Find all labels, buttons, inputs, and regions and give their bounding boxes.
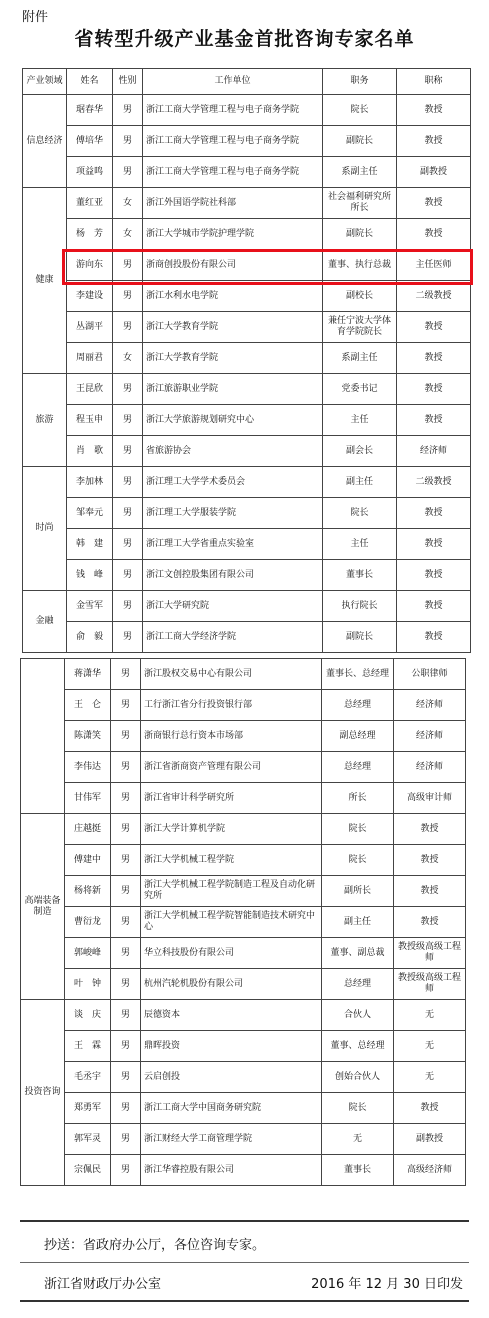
- table-row: [21, 690, 466, 721]
- unit-cell: 浙江大学机械工程学院智能制造技术研究中心: [141, 907, 322, 938]
- name-cell: 程玉申: [67, 405, 113, 436]
- title-cell: 公职律师: [394, 659, 466, 690]
- unit-cell: 浙江外国语学院社科部: [143, 188, 323, 219]
- position-cell: 副校长: [323, 281, 397, 312]
- unit-cell: 浙江工商大学管理工程与电子商务学院: [143, 126, 323, 157]
- sector-cell: 信息经济: [23, 95, 67, 188]
- unit-cell: 浙商创投股份有限公司: [143, 250, 323, 281]
- table-row: [21, 938, 466, 969]
- name-cell: 郭峻峰: [65, 938, 111, 969]
- title-cell: 教授: [397, 591, 471, 622]
- unit-cell: 浙江大学城市学院护理学院: [143, 219, 323, 250]
- table-row: [23, 157, 471, 188]
- unit-cell: 浙江省浙商资产管理有限公司: [141, 752, 322, 783]
- gender-cell: 男: [111, 1062, 141, 1093]
- unit-cell: 浙江财经大学工商管理学院: [141, 1124, 322, 1155]
- table-row: [23, 126, 471, 157]
- title-cell: 副教授: [397, 157, 471, 188]
- position-cell: 所长: [322, 783, 394, 814]
- title-cell: 教授级高级工程师: [394, 969, 466, 1000]
- gender-cell: 男: [111, 783, 141, 814]
- gender-cell: 男: [111, 659, 141, 690]
- name-cell: 肖 歌: [67, 436, 113, 467]
- name-cell: 李建设: [67, 281, 113, 312]
- table-row: [21, 907, 466, 938]
- gender-cell: 男: [111, 845, 141, 876]
- title-cell: 教授: [397, 622, 471, 653]
- highlight-box: [62, 249, 473, 285]
- gender-cell: 男: [113, 591, 143, 622]
- name-cell: 项益鸣: [67, 157, 113, 188]
- table-row: [21, 752, 466, 783]
- position-cell: 院长: [322, 1093, 394, 1124]
- title-cell: 经济师: [394, 690, 466, 721]
- footer-cc: 抄送：省政府办公厅，各位咨询专家。: [44, 1238, 266, 1253]
- name-cell: 王 霖: [65, 1031, 111, 1062]
- table-row: [23, 281, 471, 312]
- header-sector: 产业领域: [23, 69, 67, 95]
- table-row: [23, 188, 471, 219]
- title-cell: 教授: [397, 95, 471, 126]
- unit-cell: 浙江大学计算机学院: [141, 814, 322, 845]
- name-cell: 杨将新: [65, 876, 111, 907]
- table-row: [21, 1062, 466, 1093]
- unit-cell: 浙江水利水电学院: [143, 281, 323, 312]
- unit-cell: 浙江股权交易中心有限公司: [141, 659, 322, 690]
- gender-cell: 男: [111, 814, 141, 845]
- position-cell: 创始合伙人: [322, 1062, 394, 1093]
- gender-cell: 男: [113, 467, 143, 498]
- table-row: [21, 783, 466, 814]
- unit-cell: 浙商银行总行资本市场部: [141, 721, 322, 752]
- gender-cell: 女: [113, 188, 143, 219]
- table-row: [23, 374, 471, 405]
- name-cell: 谈 庆: [65, 1000, 111, 1031]
- gender-cell: 女: [113, 343, 143, 374]
- title-cell: 教授: [397, 405, 471, 436]
- title-cell: 教授: [397, 498, 471, 529]
- title-cell: 教授: [397, 126, 471, 157]
- gender-cell: 男: [113, 436, 143, 467]
- title-cell: 教授: [397, 374, 471, 405]
- table-row: [23, 498, 471, 529]
- annex-label: 附件: [22, 10, 49, 25]
- name-cell: 邹奉元: [67, 498, 113, 529]
- unit-cell: 华立科技股份有限公司: [141, 938, 322, 969]
- name-cell: 毛丞宇: [65, 1062, 111, 1093]
- table-row: [21, 1000, 466, 1031]
- footer-rule-middle: [20, 1262, 469, 1263]
- position-cell: 副会长: [323, 436, 397, 467]
- position-cell: 院长: [322, 814, 394, 845]
- gender-cell: 男: [113, 126, 143, 157]
- position-cell: 社会福利研究所所长: [323, 188, 397, 219]
- title-cell: 无: [394, 1031, 466, 1062]
- footer-office: 浙江省财政厅办公室: [44, 1277, 162, 1292]
- name-cell: 金雪军: [67, 591, 113, 622]
- unit-cell: 浙江大学旅游规划研究中心: [143, 405, 323, 436]
- position-cell: 总经理: [322, 690, 394, 721]
- title-cell: 副教授: [394, 1124, 466, 1155]
- sector-cell: 高端装备制造: [21, 814, 65, 1000]
- title-cell: 经济师: [394, 752, 466, 783]
- gender-cell: 男: [111, 876, 141, 907]
- gender-cell: 男: [111, 690, 141, 721]
- sector-cell: 健康: [23, 188, 67, 374]
- footer-date: 2016 年 12 月 30 日印发: [311, 1277, 463, 1292]
- unit-cell: 浙江工商大学管理工程与电子商务学院: [143, 157, 323, 188]
- gender-cell: 男: [113, 95, 143, 126]
- title-cell: 教授: [397, 188, 471, 219]
- gender-cell: 女: [113, 219, 143, 250]
- name-cell: 李伟达: [65, 752, 111, 783]
- table-row: [21, 969, 466, 1000]
- header-gender: 性别: [113, 69, 143, 95]
- title-cell: 二级教授: [397, 281, 471, 312]
- position-cell: 副主任: [322, 907, 394, 938]
- position-cell: 董事长: [322, 1155, 394, 1186]
- gender-cell: 男: [111, 907, 141, 938]
- position-cell: 总经理: [322, 969, 394, 1000]
- unit-cell: 浙江工商大学管理工程与电子商务学院: [143, 95, 323, 126]
- table-row: [23, 219, 471, 250]
- unit-cell: 浙江大学机械工程学院制造工程及自动化研究所: [141, 876, 322, 907]
- position-cell: 执行院长: [323, 591, 397, 622]
- name-cell: 韩 建: [67, 529, 113, 560]
- table-row: [21, 845, 466, 876]
- table-row: [23, 560, 471, 591]
- title-cell: 教授: [397, 312, 471, 343]
- title-cell: 经济师: [394, 721, 466, 752]
- table-row: [21, 1093, 466, 1124]
- table-row: [23, 467, 471, 498]
- name-cell: 郭军灵: [65, 1124, 111, 1155]
- name-cell: 宗佩民: [65, 1155, 111, 1186]
- header-name: 姓名: [67, 69, 113, 95]
- name-cell: 傅建中: [65, 845, 111, 876]
- gender-cell: 男: [113, 374, 143, 405]
- unit-cell: 浙江大学研究院: [143, 591, 323, 622]
- table-row: [23, 95, 471, 126]
- gender-cell: 男: [111, 1155, 141, 1186]
- position-cell: 副主任: [323, 467, 397, 498]
- position-cell: 主任: [323, 405, 397, 436]
- table-row: [21, 814, 466, 845]
- name-cell: 傅培华: [67, 126, 113, 157]
- unit-cell: 浙江工商大学中国商务研究院: [141, 1093, 322, 1124]
- name-cell: 庄越挺: [65, 814, 111, 845]
- title-cell: 无: [394, 1000, 466, 1031]
- name-cell: 丛湖平: [67, 312, 113, 343]
- name-cell: 周丽君: [67, 343, 113, 374]
- position-cell: 系副主任: [323, 157, 397, 188]
- unit-cell: 浙江大学机械工程学院: [141, 845, 322, 876]
- footer-rule-top: [20, 1220, 469, 1222]
- unit-cell: 浙江省审计科学研究所: [141, 783, 322, 814]
- position-cell: 副院长: [323, 219, 397, 250]
- gender-cell: 男: [113, 312, 143, 343]
- position-cell: 院长: [322, 845, 394, 876]
- name-cell: 李加林: [67, 467, 113, 498]
- gender-cell: 男: [113, 622, 143, 653]
- position-cell: 合伙人: [322, 1000, 394, 1031]
- sector-cell: 时尚: [23, 467, 67, 591]
- title-cell: 教授: [394, 876, 466, 907]
- sector-cell: [21, 659, 65, 814]
- name-cell: 王 仑: [65, 690, 111, 721]
- gender-cell: 男: [113, 405, 143, 436]
- name-cell: 郑勇军: [65, 1093, 111, 1124]
- title-cell: 二级教授: [397, 467, 471, 498]
- unit-cell: 杭州汽轮机股份有限公司: [141, 969, 322, 1000]
- unit-cell: 辰德资本: [141, 1000, 322, 1031]
- unit-cell: 浙江理工大学服装学院: [143, 498, 323, 529]
- gender-cell: 男: [111, 938, 141, 969]
- name-cell: 琚春华: [67, 95, 113, 126]
- table-row: [23, 622, 471, 653]
- name-cell: 甘伟军: [65, 783, 111, 814]
- name-cell: 曹衍龙: [65, 907, 111, 938]
- position-cell: 副院长: [323, 126, 397, 157]
- document-title: 省转型升级产业基金首批咨询专家名单: [74, 28, 415, 50]
- table-row: [23, 591, 471, 622]
- gender-cell: 男: [113, 281, 143, 312]
- unit-cell: 云启创投: [141, 1062, 322, 1093]
- table-row: [23, 405, 471, 436]
- unit-cell: 浙江大学教育学院: [143, 343, 323, 374]
- unit-cell: 浙江理工大学学术委员会: [143, 467, 323, 498]
- gender-cell: 男: [111, 1031, 141, 1062]
- table-row: [21, 1124, 466, 1155]
- title-cell: 教授: [394, 1093, 466, 1124]
- position-cell: 董事长: [323, 560, 397, 591]
- unit-cell: 浙江大学教育学院: [143, 312, 323, 343]
- position-cell: 系副主任: [323, 343, 397, 374]
- title-cell: 教授: [397, 529, 471, 560]
- name-cell: 陈潇笑: [65, 721, 111, 752]
- position-cell: 院长: [323, 95, 397, 126]
- footer-rule-bottom: [20, 1300, 469, 1302]
- gender-cell: 男: [113, 157, 143, 188]
- table-row: [23, 312, 471, 343]
- expert-table-page2: [20, 658, 466, 1186]
- unit-cell: 省旅游协会: [143, 436, 323, 467]
- sector-cell: 投资咨询: [21, 1000, 65, 1186]
- position-cell: 董事、执行总裁: [323, 250, 397, 281]
- table-row: [21, 876, 466, 907]
- position-cell: 兼任宁波大学体育学院院长: [323, 312, 397, 343]
- name-cell: 蒋潇华: [65, 659, 111, 690]
- title-cell: 教授: [397, 219, 471, 250]
- title-cell: 高级经济师: [394, 1155, 466, 1186]
- position-cell: 董事、总经理: [322, 1031, 394, 1062]
- position-cell: 党委书记: [323, 374, 397, 405]
- title-cell: 高级审计师: [394, 783, 466, 814]
- header-position: 职务: [323, 69, 397, 95]
- gender-cell: 男: [111, 752, 141, 783]
- gender-cell: 男: [111, 1124, 141, 1155]
- gender-cell: 男: [111, 721, 141, 752]
- position-cell: 副所长: [322, 876, 394, 907]
- title-cell: 教授: [394, 907, 466, 938]
- table-row: [23, 343, 471, 374]
- table-row: [21, 721, 466, 752]
- title-cell: 教授: [394, 814, 466, 845]
- unit-cell: 浙江旅游职业学院: [143, 374, 323, 405]
- unit-cell: 工行浙江省分行投资银行部: [141, 690, 322, 721]
- unit-cell: 浙江文创控股集团有限公司: [143, 560, 323, 591]
- name-cell: 董红亚: [67, 188, 113, 219]
- name-cell: 叶 钟: [65, 969, 111, 1000]
- title-cell: 教授: [394, 845, 466, 876]
- title-cell: 教授: [397, 560, 471, 591]
- position-cell: 副总经理: [322, 721, 394, 752]
- position-cell: 副院长: [323, 622, 397, 653]
- table-header-row: [23, 69, 471, 95]
- name-cell: 游向东: [67, 250, 113, 281]
- table-row: [23, 436, 471, 467]
- unit-cell: 浙江华睿控股有限公司: [141, 1155, 322, 1186]
- name-cell: 王昆欣: [67, 374, 113, 405]
- position-cell: 董事长、总经理: [322, 659, 394, 690]
- sector-cell: 金融: [23, 591, 67, 653]
- position-cell: 院长: [323, 498, 397, 529]
- name-cell: 俞 毅: [67, 622, 113, 653]
- gender-cell: 男: [111, 1000, 141, 1031]
- header-title: 职称: [397, 69, 471, 95]
- title-cell: 主任医师: [397, 250, 471, 281]
- title-cell: 经济师: [397, 436, 471, 467]
- position-cell: 主任: [323, 529, 397, 560]
- unit-cell: 浙江理工大学省重点实验室: [143, 529, 323, 560]
- table-row: [23, 529, 471, 560]
- position-cell: 无: [322, 1124, 394, 1155]
- unit-cell: 鼎晖投资: [141, 1031, 322, 1062]
- table-row: [21, 1155, 466, 1186]
- gender-cell: 男: [111, 1093, 141, 1124]
- table-row: [21, 659, 466, 690]
- unit-cell: 浙江工商大学经济学院: [143, 622, 323, 653]
- position-cell: 总经理: [322, 752, 394, 783]
- title-cell: 教授级高级工程师: [394, 938, 466, 969]
- title-cell: 无: [394, 1062, 466, 1093]
- position-cell: 董事、副总裁: [322, 938, 394, 969]
- gender-cell: 男: [111, 969, 141, 1000]
- gender-cell: 男: [113, 250, 143, 281]
- name-cell: 钱 峰: [67, 560, 113, 591]
- gender-cell: 男: [113, 529, 143, 560]
- table-row: [21, 1031, 466, 1062]
- name-cell: 杨 芳: [67, 219, 113, 250]
- expert-table-page1: [22, 68, 471, 653]
- sector-cell: 旅游: [23, 374, 67, 467]
- gender-cell: 男: [113, 560, 143, 591]
- gender-cell: 男: [113, 498, 143, 529]
- title-cell: 教授: [397, 343, 471, 374]
- header-unit: 工作单位: [143, 69, 323, 95]
